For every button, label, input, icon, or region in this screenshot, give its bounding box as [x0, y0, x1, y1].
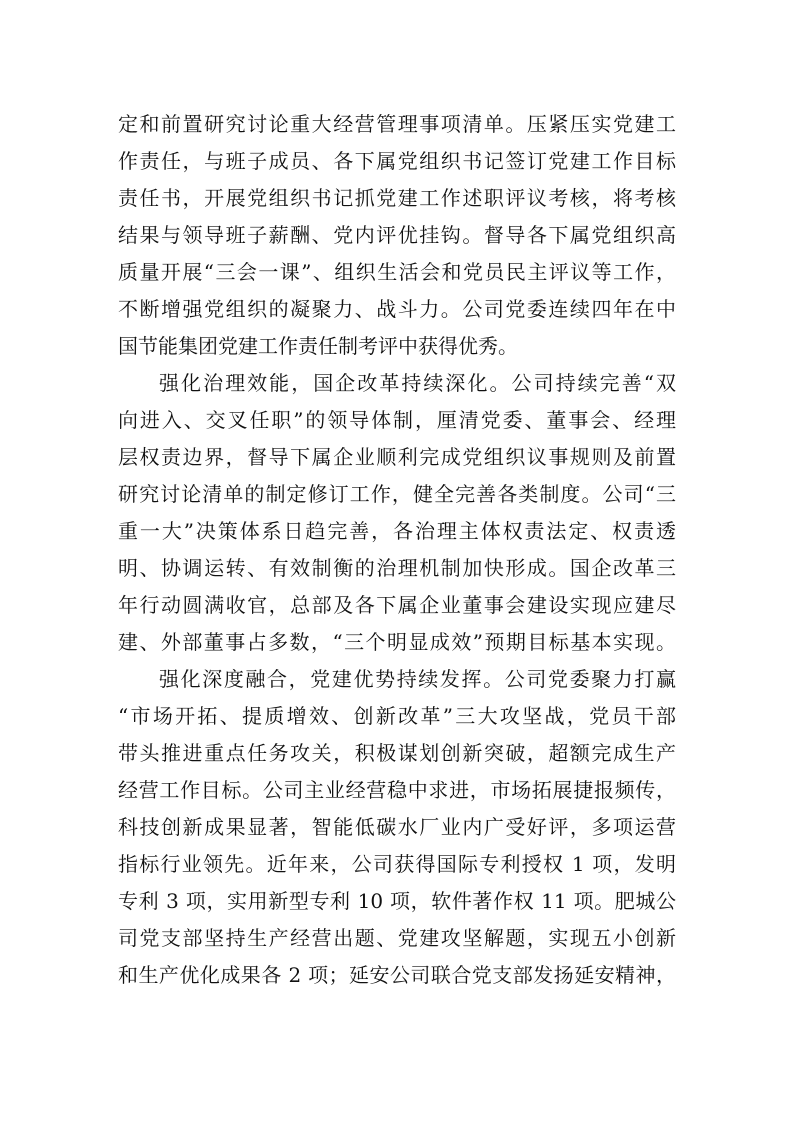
text-line: 和生产优化成果各 2 项；延安公司联合党支部发扬延安精神，	[118, 963, 676, 987]
text-line: 年行动圆满收官，总部及各下属企业董事会建设实现应建尽	[118, 593, 676, 617]
text-line: 责任书，开展党组织书记抓党建工作述职评议考核，将考核	[118, 186, 676, 210]
text-line: 质量开展“三会一课”、组织生活会和党员民主评议等工作，	[118, 260, 676, 284]
text-line: 司党支部坚持生产经营出题、党建攻坚解题，实现五小创新	[118, 926, 676, 950]
text-line: 建、外部董事占多数，“三个明显成效”预期目标基本实现。	[118, 630, 676, 654]
text-line: 作责任，与班子成员、各下属党组织书记签订党建工作目标	[118, 149, 676, 173]
text-line: 国节能集团党建工作责任制考评中获得优秀。	[118, 334, 518, 358]
text-line: 明、协调运转、有效制衡的治理机制加快形成。国企改革三	[118, 556, 676, 580]
text-line: 不断增强党组织的凝聚力、战斗力。公司党委连续四年在中	[118, 297, 676, 321]
text-line: 研究讨论清单的制定修订工作，健全完善各类制度。公司“三	[118, 482, 676, 506]
text-line: 向进入、交叉任职”的领导体制，厘清党委、董事会、经理	[118, 408, 676, 432]
paragraph-integration	[118, 661, 676, 994]
text-line: 重一大”决策体系日趋完善，各治理主体权责法定、权责透	[118, 519, 676, 543]
text-line: 层权责边界，督导下属企业顺利完成党组织议事规则及前置	[118, 445, 676, 469]
text-line: 定和前置研究讨论重大经营管理事项清单。压紧压实党建工	[118, 112, 676, 136]
text-line: 科技创新成果显著，智能低碳水厂业内广受好评，多项运营	[118, 815, 676, 839]
text-line: 指标行业领先。近年来，公司获得国际专利授权 1 项，发明	[118, 852, 676, 876]
text-line: 强化治理效能，国企改革持续深化。公司持续完善“双	[159, 371, 676, 395]
text-line: 专利 3 项，实用新型专利 10 项，软件著作权 11 项。肥城公	[118, 889, 676, 913]
text-line: 结果与领导班子薪酬、党内评优挂钩。督导各下属党组织高	[118, 223, 676, 247]
text-line: 强化深度融合，党建优势持续发挥。公司党委聚力打赢	[159, 667, 676, 691]
paragraph-governance	[118, 365, 676, 661]
text-line: 经营工作目标。公司主业经营稳中求进，市场拓展捷报频传，	[118, 778, 676, 802]
paragraph-party-responsibility	[118, 106, 676, 365]
document-page	[118, 106, 676, 994]
text-line: “市场开拓、提质增效、创新改革”三大攻坚战，党员干部	[118, 704, 676, 728]
text-line: 带头推进重点任务攻关，积极谋划创新突破，超额完成生产	[118, 741, 676, 765]
